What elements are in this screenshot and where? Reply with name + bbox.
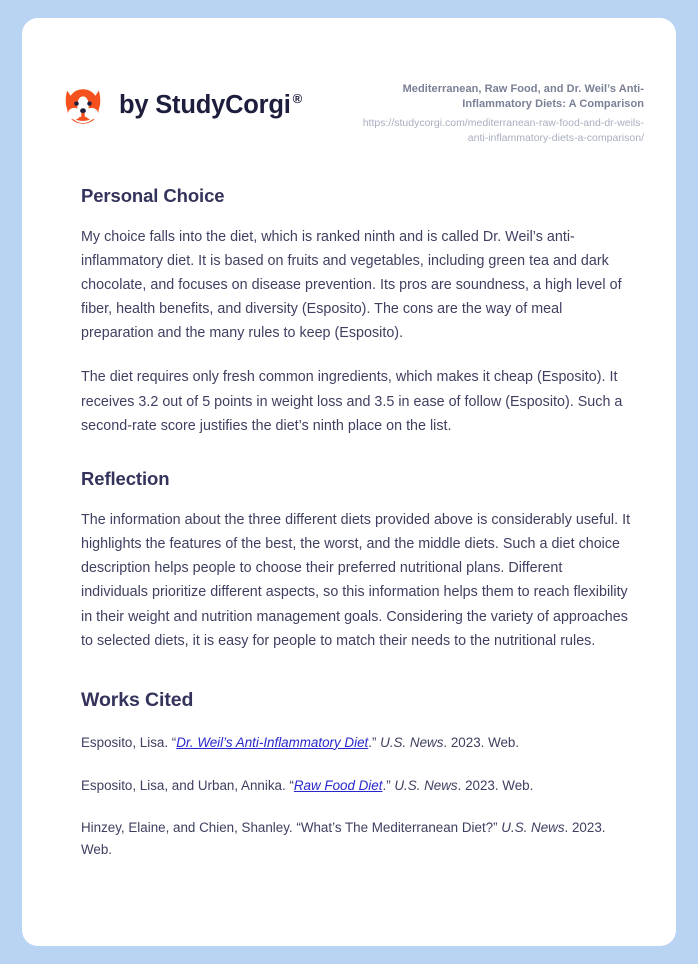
citation-author: Esposito, Lisa. “ (81, 734, 177, 750)
citation-author: Hinzey, Elaine, and Chien, Shanley. “What’s The Mediterranean Diet?” (81, 820, 502, 836)
section-heading-reflection: Reflection (81, 467, 170, 489)
corgi-head-icon (60, 82, 106, 128)
citation-entry (81, 817, 632, 860)
section-heading-personal-choice: Personal Choice (81, 184, 225, 206)
brand-logo (60, 72, 302, 128)
paragraph: My choice falls into the diet, which is ranked ninth and is called Dr. Weil’s anti-inflammatory diet. It is based on fruits and vegetables, including green tea and dark chocolate, and focuses on disease prevention. Its pros are soundness, a high level of fiber, health benefits, and diversity (Esposito). The cons are the way of meal preparation and the many rules to keep (Esposito). (81, 228, 622, 342)
document-body (22, 185, 676, 861)
citation-link[interactable]: Dr. Weil’s Anti-Inflammatory Diet (176, 734, 369, 750)
citation-source: U.S. News (501, 820, 565, 836)
citation-tail: . 2023. Web. (81, 820, 606, 857)
document-page-card (22, 18, 676, 946)
citation-after-link: .” (368, 734, 381, 750)
header-meta (354, 72, 644, 145)
citation-author: Esposito, Lisa, and Urban, Annika. “ (81, 777, 294, 793)
document-title: Mediterranean, Raw Food, and Dr. Weil’s Anti-Inflammatory Diets: A Comparison (402, 83, 644, 111)
paragraph: The diet requires only fresh common ingredients, which makes it cheap (Esposito). It receives 3.2 out of 5 points in weight loss and 3.5 in ease of follow (Esposito). Such a second-rate score justifies the diet’s ninth place on the list. (81, 369, 623, 434)
citation-source: U.S. News (394, 777, 458, 793)
citation-entry (81, 732, 632, 754)
brand-name-text: by StudyCorgi (119, 90, 291, 119)
citation-tail: . 2023. Web. (443, 734, 520, 750)
citation-source: U.S. News (380, 734, 444, 750)
citation-after-link: .” (382, 777, 395, 793)
citation-link[interactable]: Raw Food Diet (293, 777, 383, 793)
paragraph: The information about the three different diets provided above is considerably useful. It highlights the features of the best, the worst, and the middle diets. Such a diet choice description helps people to choose their preferred nutritional plans. Different individuals prioritize different aspects, so this information helps them to reach flexibility in their weight and nutrition management goals. Considering the variety of approaches to selected diets, it is easy for people to match their needs to the nutritional rules. (81, 511, 631, 649)
citation-tail: . 2023. Web. (457, 777, 534, 793)
citation-entry (81, 775, 632, 797)
document-header (22, 18, 676, 145)
registered-trademark-icon: ® (292, 91, 303, 106)
brand-name (119, 91, 302, 120)
document-url[interactable]: https://studycorgi.com/mediterranean-raw-food-and-dr-weils-anti-inflammatory-diets-a-comparison/ (362, 117, 644, 144)
section-heading-works-cited: Works Cited (81, 688, 194, 711)
